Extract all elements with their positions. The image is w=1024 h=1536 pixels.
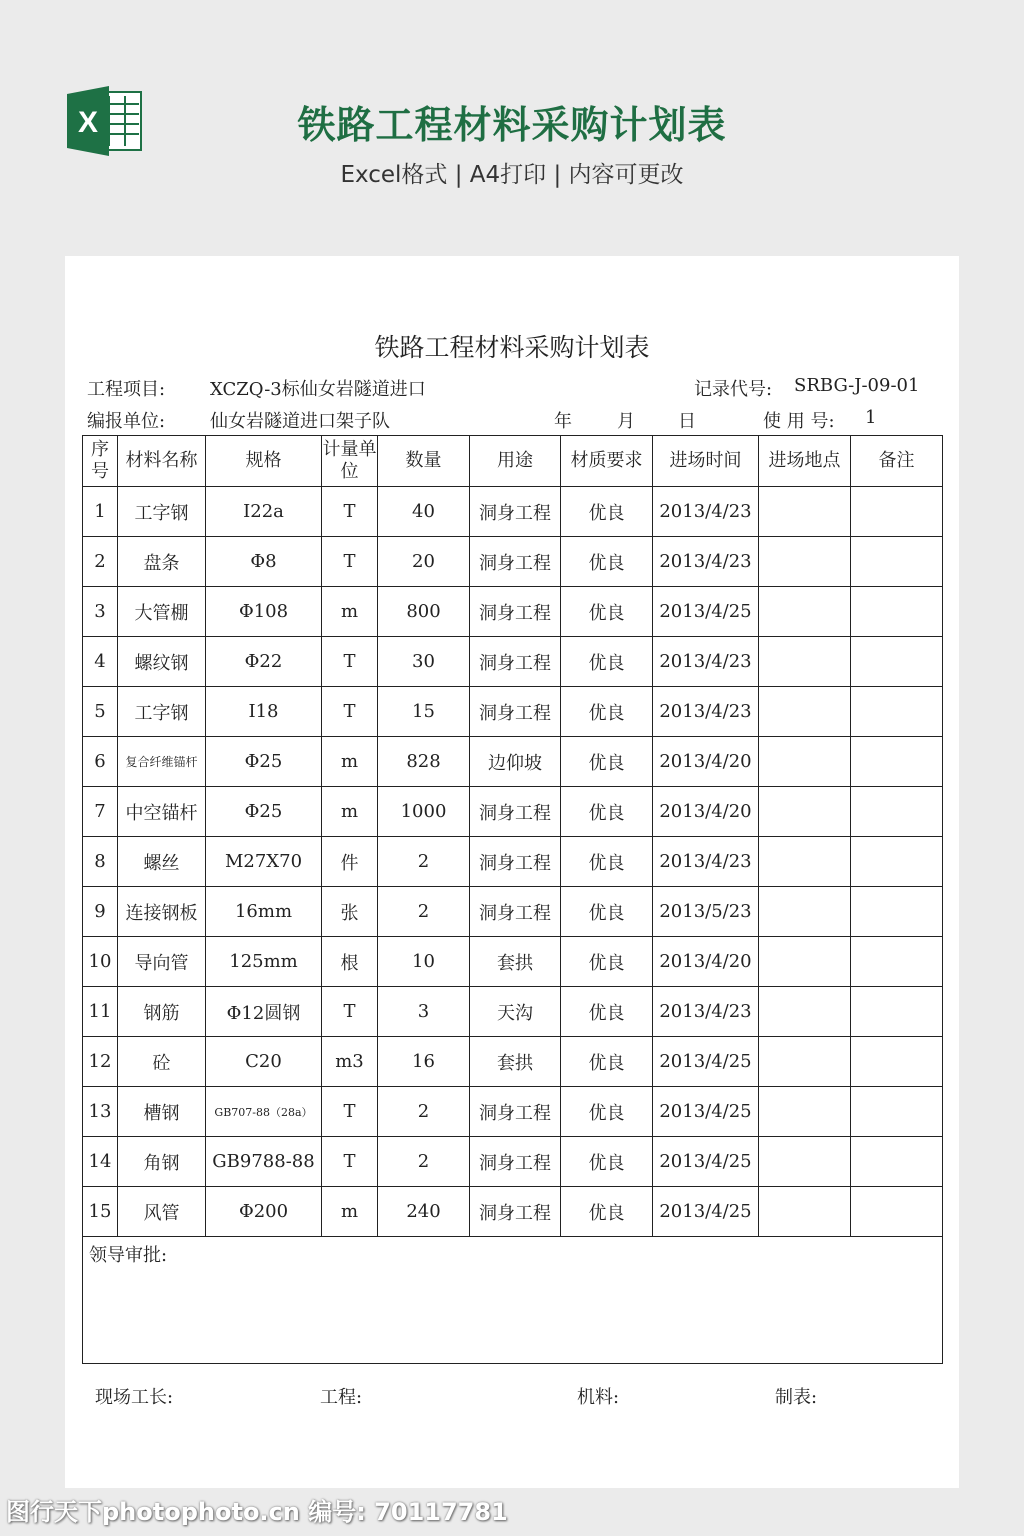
- table-header-row: [83, 436, 943, 487]
- table-row: [83, 1087, 943, 1137]
- header-unit: 计量单位: [322, 436, 378, 487]
- cell-spec: I18: [206, 687, 322, 737]
- cell-purpose: 洞身工程: [470, 637, 561, 687]
- cell-arrival-time: 2013/4/25: [653, 1037, 759, 1087]
- cell-arrival-place: [759, 987, 851, 1037]
- cell-arrival-place: [759, 687, 851, 737]
- cell-arrival-time: 2013/4/25: [653, 1187, 759, 1237]
- cell-quality: 优良: [561, 587, 653, 637]
- cell-arrival-place: [759, 487, 851, 537]
- table-row: [83, 887, 943, 937]
- cell-quality: 优良: [561, 787, 653, 837]
- cell-quality: 优良: [561, 887, 653, 937]
- cell-purpose: 洞身工程: [470, 537, 561, 587]
- cell-seq: 1: [83, 487, 118, 537]
- cell-unit: m: [322, 1187, 378, 1237]
- cell-arrival-place: [759, 787, 851, 837]
- approval-row: [83, 1237, 943, 1364]
- use-no-label: 使 用 号:: [763, 411, 835, 432]
- approval-label: 领导审批:: [83, 1237, 943, 1364]
- cell-purpose: 套拱: [470, 1037, 561, 1087]
- cell-unit: m3: [322, 1037, 378, 1087]
- foreman-label: 现场工长:: [95, 1387, 174, 1408]
- header-qty: 数量: [378, 436, 470, 487]
- cell-arrival-place: [759, 1137, 851, 1187]
- cell-seq: 14: [83, 1137, 118, 1187]
- cell-name: 复合纤维锚杆: [118, 737, 206, 787]
- header-purpose: 用途: [470, 436, 561, 487]
- cell-arrival-time: 2013/4/23: [653, 637, 759, 687]
- engineering-label: 工程:: [320, 1387, 363, 1408]
- cell-unit: T: [322, 1087, 378, 1137]
- cell-purpose: 洞身工程: [470, 787, 561, 837]
- cell-purpose: 套拱: [470, 937, 561, 987]
- cell-quality: 优良: [561, 1037, 653, 1087]
- cell-qty: 2: [378, 887, 470, 937]
- cell-seq: 11: [83, 987, 118, 1037]
- cell-remarks: [851, 487, 943, 537]
- project-value: XCZQ-3标仙女岩隧道进口: [210, 379, 426, 400]
- cell-seq: 7: [83, 787, 118, 837]
- table-row: [83, 537, 943, 587]
- cell-arrival-place: [759, 737, 851, 787]
- cell-spec: Φ25: [206, 737, 322, 787]
- cell-name: 大管棚: [118, 587, 206, 637]
- cell-unit: 根: [322, 937, 378, 987]
- cell-seq: 5: [83, 687, 118, 737]
- cell-remarks: [851, 637, 943, 687]
- table-row: [83, 1137, 943, 1187]
- cell-arrival-place: [759, 537, 851, 587]
- excel-logo-letter: X: [77, 106, 99, 139]
- cell-remarks: [851, 937, 943, 987]
- cell-qty: 20: [378, 537, 470, 587]
- cell-purpose: 洞身工程: [470, 1187, 561, 1237]
- cell-arrival-time: 2013/4/23: [653, 687, 759, 737]
- cell-seq: 9: [83, 887, 118, 937]
- header-seq: 序号: [83, 436, 118, 487]
- cell-qty: 828: [378, 737, 470, 787]
- cell-arrival-place: [759, 1037, 851, 1087]
- cell-spec: I22a: [206, 487, 322, 537]
- cell-spec: Φ25: [206, 787, 322, 837]
- cell-remarks: [851, 787, 943, 837]
- table-row: [83, 1037, 943, 1087]
- cell-seq: 2: [83, 537, 118, 587]
- cell-seq: 4: [83, 637, 118, 687]
- cell-seq: 12: [83, 1037, 118, 1087]
- cell-remarks: [851, 587, 943, 637]
- record-value: SRBG-J-09-01: [794, 375, 920, 396]
- cell-seq: 13: [83, 1087, 118, 1137]
- cell-purpose: 洞身工程: [470, 587, 561, 637]
- cell-spec: GB9788-88: [206, 1137, 322, 1187]
- project-label: 工程项目:: [87, 379, 166, 400]
- cell-seq: 3: [83, 587, 118, 637]
- cell-quality: 优良: [561, 1187, 653, 1237]
- cell-arrival-time: 2013/4/20: [653, 937, 759, 987]
- cell-remarks: [851, 537, 943, 587]
- cell-quality: 优良: [561, 1087, 653, 1137]
- cell-arrival-time: 2013/4/23: [653, 537, 759, 587]
- cell-name: 风管: [118, 1187, 206, 1237]
- cell-seq: 8: [83, 837, 118, 887]
- cell-qty: 3: [378, 987, 470, 1037]
- document-title: 铁路工程材料采购计划表: [374, 333, 650, 362]
- cell-arrival-place: [759, 637, 851, 687]
- cell-name: 螺丝: [118, 837, 206, 887]
- cell-remarks: [851, 987, 943, 1037]
- cell-name: 工字钢: [118, 687, 206, 737]
- document-sheet: [65, 256, 959, 1488]
- cell-qty: 1000: [378, 787, 470, 837]
- banner-subtitle: Excel格式 | A4打印 | 内容可更改: [340, 162, 684, 188]
- cell-spec: Φ12圆钢: [206, 987, 322, 1037]
- cell-qty: 30: [378, 637, 470, 687]
- materials-table: [82, 435, 943, 1364]
- header-spec: 规格: [206, 436, 322, 487]
- cell-unit: 件: [322, 837, 378, 887]
- cell-quality: 优良: [561, 737, 653, 787]
- record-label: 记录代号:: [694, 379, 773, 400]
- cell-remarks: [851, 837, 943, 887]
- use-no-value: 1: [865, 407, 877, 428]
- cell-quality: 优良: [561, 987, 653, 1037]
- cell-quality: 优良: [561, 937, 653, 987]
- cell-name: 盘条: [118, 537, 206, 587]
- cell-quality: 优良: [561, 537, 653, 587]
- cell-remarks: [851, 887, 943, 937]
- table-row: [83, 837, 943, 887]
- prepared-by-label: 制表:: [775, 1387, 818, 1408]
- unit-value: 仙女岩隧道进口架子队: [210, 411, 390, 432]
- cell-qty: 800: [378, 587, 470, 637]
- cell-qty: 240: [378, 1187, 470, 1237]
- cell-purpose: 洞身工程: [470, 687, 561, 737]
- cell-arrival-time: 2013/4/25: [653, 1137, 759, 1187]
- cell-spec: 16mm: [206, 887, 322, 937]
- header-quality: 材质要求: [561, 436, 653, 487]
- table-row: [83, 487, 943, 537]
- cell-arrival-time: 2013/4/23: [653, 987, 759, 1037]
- cell-purpose: 洞身工程: [470, 837, 561, 887]
- cell-remarks: [851, 1037, 943, 1087]
- cell-unit: m: [322, 787, 378, 837]
- header-arrival-time: 进场时间: [653, 436, 759, 487]
- cell-name: 钢筋: [118, 987, 206, 1037]
- cell-seq: 6: [83, 737, 118, 787]
- machinery-label: 机料:: [577, 1387, 620, 1408]
- cell-remarks: [851, 1187, 943, 1237]
- table-row: [83, 637, 943, 687]
- cell-purpose: 天沟: [470, 987, 561, 1037]
- cell-spec: M27X70: [206, 837, 322, 887]
- cell-arrival-place: [759, 1087, 851, 1137]
- cell-qty: 2: [378, 1137, 470, 1187]
- table-row: [83, 737, 943, 787]
- table-row: [83, 587, 943, 637]
- table-row: [83, 987, 943, 1037]
- cell-arrival-time: 2013/4/20: [653, 737, 759, 787]
- cell-purpose: 洞身工程: [470, 887, 561, 937]
- cell-arrival-place: [759, 887, 851, 937]
- cell-spec: 125mm: [206, 937, 322, 987]
- cell-arrival-time: 2013/5/23: [653, 887, 759, 937]
- cell-unit: m: [322, 587, 378, 637]
- cell-quality: 优良: [561, 837, 653, 887]
- header-remarks: 备注: [851, 436, 943, 487]
- cell-quality: 优良: [561, 687, 653, 737]
- cell-arrival-place: [759, 587, 851, 637]
- cell-qty: 10: [378, 937, 470, 987]
- banner: [0, 0, 1024, 250]
- cell-seq: 10: [83, 937, 118, 987]
- cell-qty: 2: [378, 1087, 470, 1137]
- table-row: [83, 787, 943, 837]
- cell-seq: 15: [83, 1187, 118, 1237]
- cell-name: 导向管: [118, 937, 206, 987]
- banner-title: 铁路工程材料采购计划表: [297, 103, 727, 147]
- cell-name: 砼: [118, 1037, 206, 1087]
- header-name: 材料名称: [118, 436, 206, 487]
- cell-qty: 16: [378, 1037, 470, 1087]
- cell-spec: Φ200: [206, 1187, 322, 1237]
- cell-spec: Φ108: [206, 587, 322, 637]
- cell-purpose: 边仰坡: [470, 737, 561, 787]
- cell-quality: 优良: [561, 487, 653, 537]
- cell-spec: Φ8: [206, 537, 322, 587]
- month-label: 月: [617, 411, 635, 432]
- cell-unit: T: [322, 687, 378, 737]
- cell-qty: 15: [378, 687, 470, 737]
- cell-name: 螺纹钢: [118, 637, 206, 687]
- cell-arrival-place: [759, 937, 851, 987]
- cell-unit: T: [322, 537, 378, 587]
- cell-remarks: [851, 1137, 943, 1187]
- cell-quality: 优良: [561, 1137, 653, 1187]
- table-row: [83, 937, 943, 987]
- cell-name: 角钢: [118, 1137, 206, 1187]
- table-row: [83, 687, 943, 737]
- cell-spec: GB707-88（28a）: [206, 1087, 322, 1137]
- cell-remarks: [851, 1087, 943, 1137]
- cell-arrival-time: 2013/4/23: [653, 487, 759, 537]
- cell-name: 中空锚杆: [118, 787, 206, 837]
- cell-arrival-time: 2013/4/25: [653, 1087, 759, 1137]
- cell-spec: Φ22: [206, 637, 322, 687]
- watermark: 图行天下photophoto.cn 编号: 70117781: [6, 1498, 508, 1526]
- cell-arrival-time: 2013/4/23: [653, 837, 759, 887]
- cell-purpose: 洞身工程: [470, 487, 561, 537]
- cell-unit: m: [322, 737, 378, 787]
- cell-arrival-time: 2013/4/20: [653, 787, 759, 837]
- cell-unit: T: [322, 987, 378, 1037]
- header-arrival-place: 进场地点: [759, 436, 851, 487]
- cell-name: 工字钢: [118, 487, 206, 537]
- day-label: 日: [678, 411, 696, 432]
- cell-spec: C20: [206, 1037, 322, 1087]
- cell-unit: T: [322, 487, 378, 537]
- cell-arrival-place: [759, 1187, 851, 1237]
- cell-name: 槽钢: [118, 1087, 206, 1137]
- year-label: 年: [554, 411, 572, 432]
- cell-qty: 2: [378, 837, 470, 887]
- cell-unit: T: [322, 1137, 378, 1187]
- cell-name: 连接钢板: [118, 887, 206, 937]
- cell-remarks: [851, 737, 943, 787]
- cell-unit: T: [322, 637, 378, 687]
- cell-arrival-time: 2013/4/25: [653, 587, 759, 637]
- cell-purpose: 洞身工程: [470, 1087, 561, 1137]
- unit-label: 编报单位:: [87, 411, 166, 432]
- table-row: [83, 1187, 943, 1237]
- cell-remarks: [851, 687, 943, 737]
- cell-qty: 40: [378, 487, 470, 537]
- cell-unit: 张: [322, 887, 378, 937]
- cell-purpose: 洞身工程: [470, 1137, 561, 1187]
- cell-arrival-place: [759, 837, 851, 887]
- cell-quality: 优良: [561, 637, 653, 687]
